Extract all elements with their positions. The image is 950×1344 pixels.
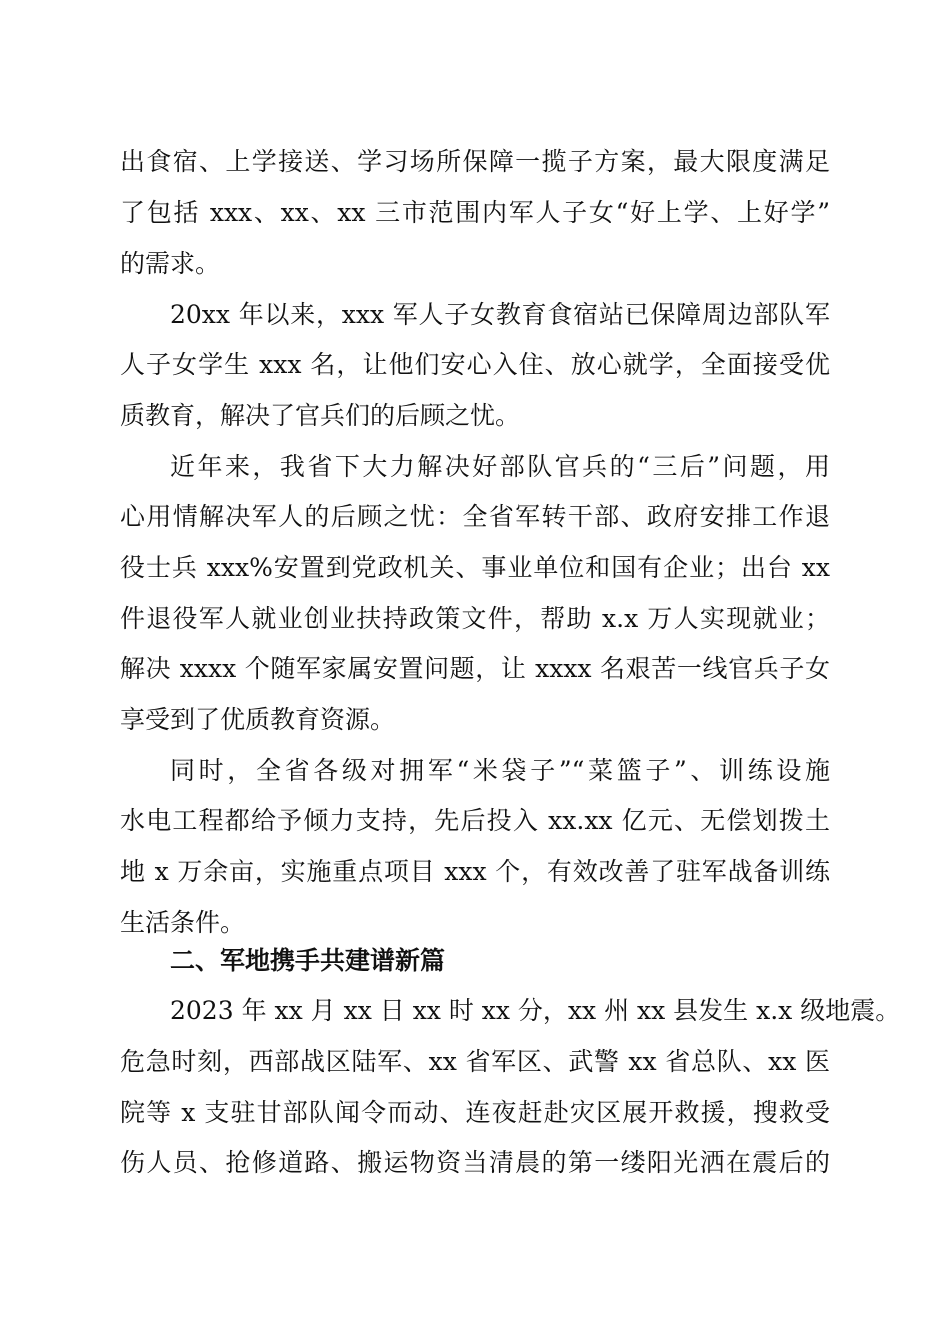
paragraph-2-line-1: 20xx 年以来，xxx 军人子女教育食宿站已保障周边部队军 (170, 300, 830, 329)
section-heading: 二、军地携手共建谱新篇 (170, 946, 446, 975)
paragraph-3-line-4: 件退役军人就业创业扶持政策文件，帮助 x.x 万人实现就业； (120, 604, 830, 633)
section-paragraph-line-1: 2023 年 xx 月 xx 日 xx 时 xx 分，xx 州 xx 县发生 x.x 级地震。 (170, 996, 901, 1025)
paragraph-3-line-6: 享受到了优质教育资源。 (120, 705, 396, 734)
paragraph-1-line-3: 的需求。 (120, 249, 221, 278)
paragraph-1-line-2: 了包括 xxx、xx、xx 三市范围内军人子女“好上学、上好学” (120, 198, 830, 227)
section-paragraph-line-3: 院等 x 支驻甘部队闻令而动、连夜赶赴灾区展开救援，搜救受 (120, 1098, 830, 1127)
paragraph-3-line-2: 心用情解决军人的后顾之忧：全省军转干部、政府安排工作退 (120, 502, 830, 531)
section-paragraph-line-4: 伤人员、抢修道路、搬运物资当清晨的第一缕阳光洒在震后的 (120, 1148, 830, 1177)
paragraph-2-line-3: 质教育，解决了官兵们的后顾之忧。 (120, 401, 521, 430)
paragraph-4-line-1: 同时，全省各级对拥军“米袋子”“菜篮子”、训练设施 (170, 756, 830, 785)
section-paragraph-line-2: 危急时刻，西部战区陆军、xx 省军区、武警 xx 省总队、xx 医 (120, 1047, 830, 1076)
paragraph-4-line-3: 地 x 万余亩，实施重点项目 xxx 个，有效改善了驻军战备训练 (120, 857, 830, 886)
paragraph-3-line-1: 近年来，我省下大力解决好部队官兵的“三后”问题，用 (170, 452, 830, 481)
paragraph-2-line-2: 人子女学生 xxx 名，让他们安心入住、放心就学，全面接受优 (120, 350, 830, 379)
paragraph-3-line-3: 役士兵 xxx%安置到党政机关、事业单位和国有企业；出台 xx (120, 553, 830, 582)
paragraph-4-line-2: 水电工程都给予倾力支持，先后投入 xx.xx 亿元、无偿划拨土 (120, 806, 830, 835)
paragraph-4-line-4: 生活条件。 (120, 908, 246, 937)
paragraph-3-line-5: 解决 xxxx 个随军家属安置问题，让 xxxx 名艰苦一线官兵子女 (120, 654, 830, 683)
paragraph-1-line-1: 出食宿、上学接送、学习场所保障一揽子方案，最大限度满足 (120, 147, 830, 176)
